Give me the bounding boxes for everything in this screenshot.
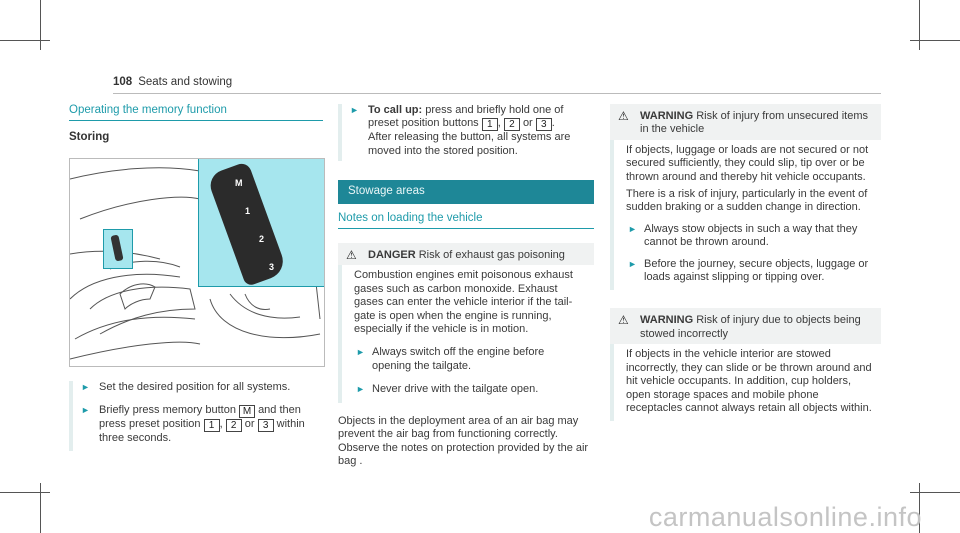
crop-mark xyxy=(919,0,920,50)
section-rule xyxy=(69,120,323,121)
badge-m: M xyxy=(235,177,243,188)
step-2: ► Briefly press memory button M and then press preset position 1 , 2 or 3 within three seconds. xyxy=(81,404,305,445)
zoom-panel xyxy=(198,159,325,287)
step-3-after: After releasing the button, all systems are moved into the stored position. xyxy=(368,131,571,157)
stowage-band: Stowage areas xyxy=(338,180,594,203)
badge-2: 2 xyxy=(259,233,265,244)
warning-box-1 xyxy=(610,104,881,290)
warning-bullet-2: ► Before the journey, secure objects, luggage or loads against slipping or tipping over. xyxy=(628,257,869,284)
arrow-icon: ► xyxy=(628,258,637,269)
step-1: ► Set the desired position for all systems. xyxy=(81,380,291,393)
preset-1-key-icon: 1 xyxy=(204,419,220,432)
watermark: carmanualsonline.info xyxy=(648,502,922,532)
subheading: Storing xyxy=(69,131,110,144)
warning-body-1: If objects, luggage or loads are not secured or not secured sufficiently, they could slip, tip over or be thrown around and thereby hit vehicle occupants. There is a risk of injury, particularly in the event of sudden braking or a sudden change in direction. ► Always stow objects in such a way that they cannot be thrown around. ► Before the journey, secure objects, luggage or loads against slipping or tipping over. xyxy=(610,140,881,291)
warning-box-2 xyxy=(610,308,881,421)
crop-mark xyxy=(40,483,41,533)
loading-notes-link[interactable]: Notes on loading the vehicle xyxy=(338,211,483,224)
crop-mark xyxy=(0,492,50,493)
arrow-icon: ► xyxy=(350,105,359,115)
instruction-block xyxy=(69,381,323,451)
warning-bullet-1: ► Always stow objects in such a way that they cannot be thrown around. xyxy=(628,222,858,249)
column-2 xyxy=(338,104,594,468)
arrow-icon: ► xyxy=(628,223,637,234)
preset-2-key-icon: 2 xyxy=(504,118,520,131)
memory-figure xyxy=(69,158,325,367)
memory-switch-panel xyxy=(206,161,288,287)
arrow-icon: ► xyxy=(81,405,90,416)
crop-mark xyxy=(910,492,960,493)
page-number: 108 xyxy=(113,76,133,88)
header-rule xyxy=(113,93,881,94)
danger-body: Combustion engines emit poisonous exhaust gases such as carbon monoxide. Exhaust gases can enter the vehicle interior if the tail-gate is open when the engine is running, especially if the vehicle is in motion. ► Always switch off the engine before opening the tailgate. ► Never drive with the tailgate open. xyxy=(338,265,594,402)
badge-3: 3 xyxy=(269,261,275,272)
memory-key-icon: M xyxy=(239,405,255,418)
danger-bullet-1: ► Always switch off the engine before opening the tailgate. xyxy=(356,346,545,372)
preset-3-key-icon: 3 xyxy=(258,419,274,432)
arrow-icon: ► xyxy=(81,381,90,392)
preset-2-key-icon: 2 xyxy=(226,419,242,432)
section-link[interactable]: Operating the memory function xyxy=(69,104,227,116)
arrow-icon: ► xyxy=(356,384,365,395)
arrow-icon: ► xyxy=(356,347,365,358)
danger-box xyxy=(338,243,594,403)
warning-header-2: ⚠ WARNING Risk of injury due to objects being stowed incorrectly xyxy=(618,313,861,340)
column-3 xyxy=(610,104,881,421)
warning-triangle-icon: ⚠ xyxy=(346,248,357,263)
danger-header: ⚠ DANGER Risk of exhaust gas poisoning xyxy=(346,248,565,263)
preset-1-key-icon: 1 xyxy=(482,118,498,131)
danger-bullet-2: ► Never drive with the tailgate open. xyxy=(356,383,539,396)
warning-triangle-icon: ⚠ xyxy=(618,109,629,123)
warning-header-1: ⚠ WARNING Risk of injury from unsecured items in the vehicle xyxy=(618,109,869,136)
crop-mark xyxy=(40,0,41,50)
call-up-block xyxy=(338,104,594,161)
section-title: Seats and stowing xyxy=(138,76,233,88)
page-header xyxy=(113,76,232,88)
column-1 xyxy=(69,104,323,451)
warning-body-2: If objects in the vehicle interior are stowed incorrectly, they can slide or be thrown around and hit vehicle occupants. In addition, cup holders, open storage spaces and mobile phone receptacles cannot always retain all objects within. xyxy=(610,344,881,421)
crop-mark xyxy=(910,40,960,41)
step-3: ► To call up: press and briefly hold one of preset position buttons 1 , 2 or 3 . xyxy=(350,104,564,131)
link-rule xyxy=(338,228,594,229)
airbag-paragraph: Objects in the deployment area of an air bag may prevent the air bag from functioning correctly. Observe the notes on protection provided by the air bag . xyxy=(338,414,589,467)
badge-1: 1 xyxy=(245,205,251,216)
preset-3-key-icon: 3 xyxy=(536,118,552,131)
warning-triangle-icon: ⚠ xyxy=(618,313,629,328)
crop-mark xyxy=(0,40,50,41)
